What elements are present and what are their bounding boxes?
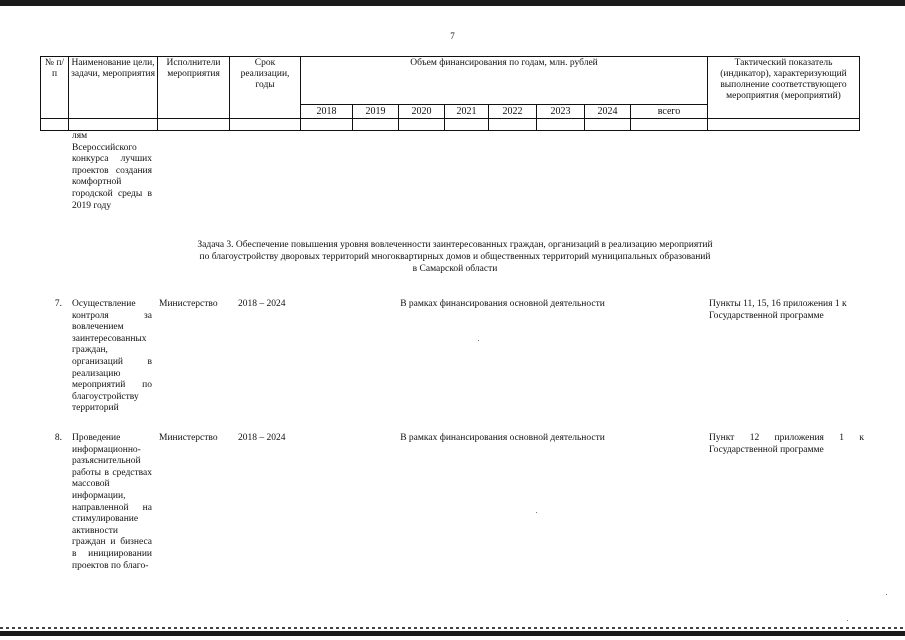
task-line: по благоустройству дворовых территорий многоквартирных домов и общественных территорий муниципальных образований: [199, 252, 711, 262]
row-number: 8.: [54, 433, 62, 443]
page-number: 7: [450, 31, 455, 41]
header-year: 2022: [489, 105, 537, 119]
header-funding: Объем финансирования по годам, млн. рублей: [301, 57, 708, 105]
header-indicator: Тактический показатель (индикатор), характеризующий выполнение соответствующего мероприятия (мероприятий): [708, 57, 860, 119]
row-funding: В рамках финансирования основной деятельности: [400, 299, 605, 309]
scan-speck: [536, 512, 537, 513]
row-funding: В рамках финансирования основной деятельности: [400, 433, 605, 443]
header-num: № п/п: [41, 57, 69, 119]
continued-item-name: лям Всероссийского конкурса лучших проектов создания комфортной городской среды в 2019 году: [72, 131, 152, 211]
header-term: Срок реализации, годы: [230, 57, 301, 119]
header-year: 2021: [445, 105, 489, 119]
task-line: в Самарской области: [412, 264, 498, 274]
row-indicator: Пункт 12 приложения 1 к Государственной программе: [709, 433, 864, 455]
scan-bottom-edge: [0, 631, 905, 636]
header-name: Наименование цели, задачи, мероприятия: [69, 57, 158, 119]
row-name: Проведение информационно-разъяснительной работы в средствах массовой информации, направленной на стимулирование активности граждан и бизнеса в инициировании проектов по благо-: [72, 433, 152, 571]
header-year: 2019: [353, 105, 399, 119]
row-term: 2018 – 2024: [238, 433, 286, 443]
header-year: 2020: [399, 105, 445, 119]
table-header: [40, 56, 860, 131]
row-indicator: Пункты 11, 15, 16 приложения 1 к Государственной программе: [709, 299, 847, 321]
header-year: 2018: [301, 105, 353, 119]
task-line: Задача 3. Обеспечение повышения уровня вовлеченности заинтересованных граждан, организаций в реализацию мероприятий: [197, 240, 713, 250]
scan-speck: [847, 620, 848, 621]
row-name: Осуществление контроля за вовлечением заинтересованных граждан, организаций в реализацию мероприятий по благоустройству территорий: [72, 299, 152, 414]
task-3-heading: [160, 239, 750, 275]
header-year: 2024: [585, 105, 631, 119]
scan-speck: [478, 340, 479, 341]
row-term: 2018 – 2024: [238, 299, 286, 309]
header-total: всего: [631, 105, 708, 119]
row-executor: Министерство: [159, 433, 218, 443]
header-executors: Исполнители мероприятия: [158, 57, 230, 119]
scan-top-edge: [0, 0, 905, 6]
row-number: 7.: [54, 299, 62, 309]
scan-speck: [886, 594, 887, 595]
row-executor: Министерство: [159, 299, 218, 309]
scan-bottom-dots: [0, 627, 905, 629]
header-year: 2023: [537, 105, 585, 119]
